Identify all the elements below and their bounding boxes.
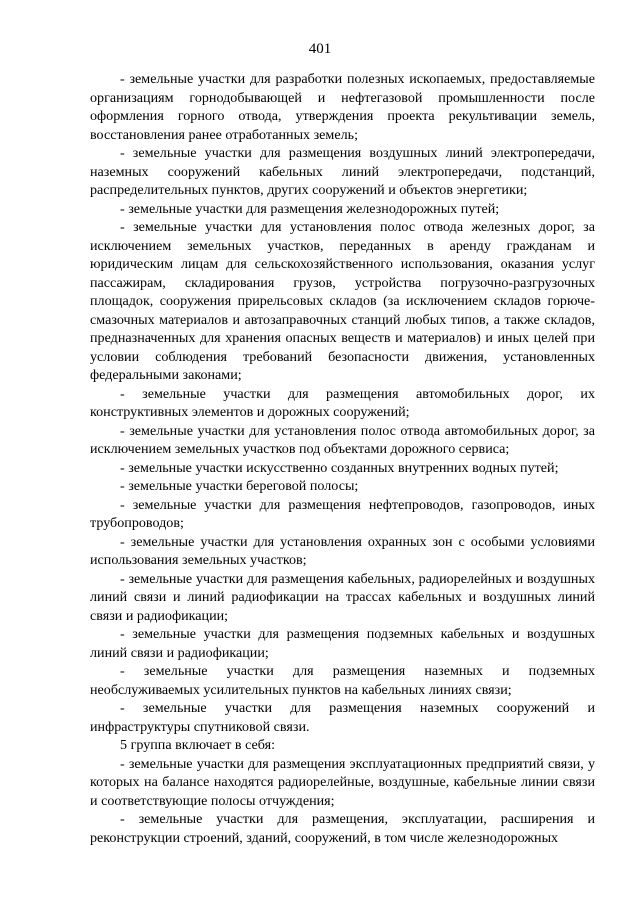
paragraph: - земельные участки для размещения нефтепроводов, газопроводов, иных трубопроводов; (90, 496, 595, 531)
paragraph: - земельные участки для размещения железнодорожных путей; (120, 200, 500, 217)
paragraph: - земельные участки для установления полос отвода железных дорог, за исключением земельных участков, переданных в аренду гражданам и юридическим лицам для сельскохозяйственного использования, оказания услуг пассажирам, складирования грузов, устройства погрузочно-разгрузочных площадок, сооружения прирельсовых складов (за исключением складов горюче-смазочных материалов и автозаправочных станций любых типов, а также складов, предназначенных для хранения опасных веществ и материалов) и иных целей при условии соблюдения требований безопасности движения, установленных федеральными законами; (90, 219, 595, 383)
paragraph: - земельные участки для размещения, эксплуатации, расширения и реконструкции строений, зданий, сооружений, в том числе железнодорожных (90, 811, 595, 846)
paragraph: - земельные участки для размещения воздушных линий электропередачи, наземных сооружений кабельных линий электропередачи, подстанций, распределительных пунктов, других сооружений и объектов энергетики; (90, 145, 595, 198)
document-body (90, 70, 595, 847)
paragraph: - земельные участки для размещения эксплуатационных предприятий связи, у которых на балансе находятся радиорелейные, воздушные, кабельные линии связи и соответствующие полосы отчуждения; (90, 755, 595, 809)
paragraph: - земельные участки для разработки полезных ископаемых, предоставляемые организациям горнодобывающей и нефтегазовой промышленности после оформления горного отвода, утверждения проекта рекультивации земель, восстановления ранее отработанных земель; (90, 71, 595, 143)
page-number: 401 (308, 41, 332, 57)
paragraph: - земельные участки береговой полосы; (120, 478, 359, 494)
paragraph: - земельные участки для размещения подземных кабельных и воздушных линий связи и радиофикации; (90, 626, 595, 661)
group-heading: 5 группа включает в себя: (120, 737, 276, 753)
paragraph: - земельные участки для установления полос отвода автомобильных дорог, за исключением земельных участков под объектами дорожного сервиса; (90, 422, 595, 457)
paragraph: - земельные участки для размещения кабельных, радиорелейных и воздушных линий связи и линий радиофикации на трассах кабельных и воздушных линий связи и радиофикации; (90, 570, 595, 624)
paragraph: - земельные участки искусственно созданных внутренних водных путей; (120, 459, 559, 476)
paragraph: - земельные участки для размещения автомобильных дорог, их конструктивных элементов и дорожных сооружений; (90, 385, 595, 420)
paragraph: - земельные участки для размещения наземных сооружений и инфраструктуры спутниковой связи. (90, 700, 595, 735)
paragraph: - земельные участки для установления охранных зон с особыми условиями использования земельных участков; (90, 533, 595, 568)
paragraph: - земельные участки для размещения наземных и подземных необслуживаемых усилительных пунктов на кабельных линиях связи; (90, 663, 595, 698)
